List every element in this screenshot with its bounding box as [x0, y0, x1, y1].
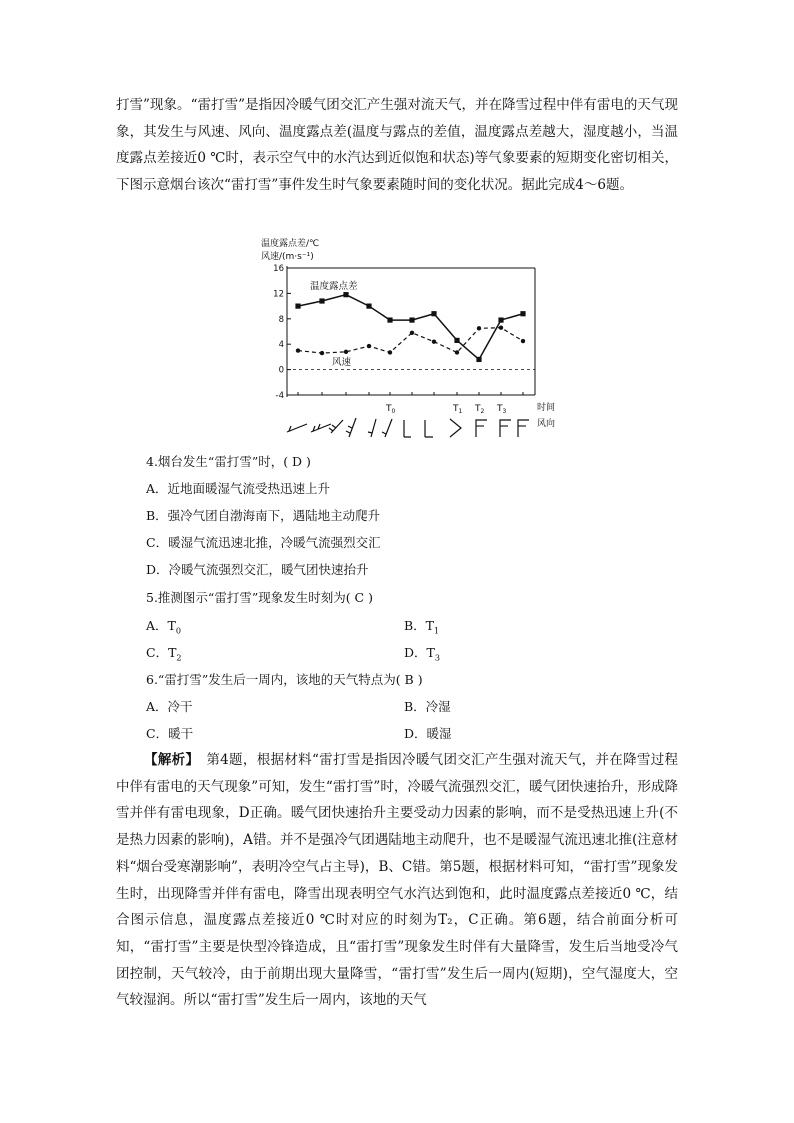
intro-paragraph: 打雪”现象。“雷打雪”是指因冷暖气团交汇产生强对流天气，并在降雪过程中伴有雷电的天气现象，其发生与风速、风向、温度露点差(温度与露点的差值，温度露点差越大，湿度越小，当温度露点差接近0 ℃时，表示空气中的水汽达到近似饱和状态)等气象要素的短期变化密切相关，下图示意烟台该次“雷打雪”事件发生时气象要素随时间的变化状况。据此完成4～6题。	[116, 97, 678, 194]
y-tick-label: 0	[278, 365, 284, 376]
y-axis-title-wind: 风速/(m·s⁻¹)	[261, 252, 314, 262]
wind-direction-label: 风向	[537, 419, 556, 429]
wind-barb-icon	[329, 420, 343, 433]
question-6-option-c: C．暖干	[146, 726, 194, 741]
analysis-tag: 【解析】	[144, 752, 193, 768]
wind-speed-point	[521, 339, 525, 343]
wind-speed-point	[296, 348, 300, 352]
time-axis-label: 时间	[537, 403, 556, 413]
wind-speed-label: 风速	[332, 357, 352, 368]
question-4-stem: 4.烟台发生“雷打雪”时，( D )	[146, 454, 311, 469]
y-axis-title-temperature: 温度露点差/℃	[261, 239, 320, 249]
question-5-option-b: B．$T_1$	[404, 618, 440, 636]
temp-dewpoint-point	[409, 317, 414, 322]
wind-barb-icon	[382, 419, 392, 437]
time-label-t0: $T_0$	[386, 404, 396, 415]
y-tick-label: 12	[273, 289, 284, 300]
wind-barb-icon	[346, 418, 356, 437]
wind-speed-point	[499, 325, 503, 329]
wind-barb-icon	[368, 419, 376, 437]
question-5-option-a: A．$T_0$	[146, 618, 182, 636]
wind-speed-point	[432, 339, 436, 343]
temp-dewpoint-point	[343, 292, 348, 297]
time-label-t1: $T_1$	[453, 404, 463, 415]
wind-speed-point	[367, 344, 371, 348]
wind-barb-icon	[476, 420, 487, 437]
wind-barb-icon	[500, 420, 511, 437]
temp-dewpoint-line	[298, 295, 523, 360]
analysis-text: 第4题，根据材料“雷打雪是指因冷暖气团交汇产生强对流天气，并在降雪过程中伴有雷电的天气现象”可知，发生“雷打雪”时，冷暖气流强烈交汇，暖气团快速抬升，形成降雪并伴有雷电现象，D正确。暖气团快速抬升主要受动力因素的影响，而不是受热迅速上升(不是热力因素的影响)，A错。并不是强冷气团遇陆地主动爬升，也不是暖湿气流迅速北推(注意材料“烟台受寒潮影响”，表明冷空气占主导)，B、C错。第5题，根据材料可知，“雷打雪”现象发生时，出现降雪并伴有雷电，降雪出现表明空气水汽达到饱和，此时温度露点差接近0 ℃，结合图示信息，温度露点差接近0 ℃时对应的时刻为T₂，C正确。第6题，结合前面分析可知，“雷打雪”主要是快型冷锋造成，且“雷打雪”现象发生时伴有大量降雪，发生后当地受冷气团控制，天气较冷，由于前期出现大量降雪，“雷打雪”发生后一周内(短期)，空气湿度大，空气较湿润。所以“雷打雪”发生后一周内，该地的天气	[116, 752, 679, 1009]
wind-barb-icon	[287, 424, 307, 432]
wind-speed-point	[410, 331, 414, 335]
question-6-stem: 6.“雷打雪”发生后一周内，该地的天气特点为( B )	[146, 672, 423, 687]
temp-dewpoint-point	[366, 304, 371, 309]
temp-dewpoint-point	[476, 357, 481, 362]
question-5-option-d: D．$T_3$	[404, 645, 441, 663]
wind-speed-point	[455, 350, 459, 354]
temp-dewpoint-point	[431, 311, 436, 316]
y-tick-label: -4	[275, 391, 284, 401]
wind-barb-icon	[425, 420, 433, 437]
time-label-t3: $T_3$	[497, 404, 507, 415]
temp-dewpoint-point	[498, 317, 503, 322]
question-6-option-b: B．冷湿	[404, 699, 451, 714]
question-4-option-b: B．强冷气团自渤海南下，遇陆地主动爬升	[146, 508, 381, 523]
wind-speed-point	[388, 350, 392, 354]
time-label-t2: $T_2$	[475, 404, 485, 415]
temp-dewpoint-label: 温度露点差	[310, 281, 358, 292]
question-6-option-a: A．冷干	[146, 699, 193, 714]
wind-speed-point	[320, 351, 324, 355]
wind-speed-point	[344, 350, 348, 354]
temp-dewpoint-point	[295, 304, 300, 309]
y-tick-label: 4	[278, 340, 284, 351]
temp-dewpoint-point	[387, 317, 392, 322]
question-6-option-d: D．暖湿	[404, 726, 452, 741]
temp-dewpoint-point	[454, 338, 459, 343]
y-tick-label: 16	[273, 264, 284, 274]
question-4-option-d: D．冷暖气流强烈交汇，暖气团快速抬升	[146, 562, 369, 577]
wind-barb-icon	[311, 424, 331, 432]
wind-barb-icon	[404, 420, 411, 437]
temp-dewpoint-point	[319, 298, 324, 303]
wind-barb-icon	[518, 420, 529, 437]
y-tick-label: 8	[278, 314, 284, 325]
wind-speed-point	[477, 326, 481, 330]
analysis-paragraph	[116, 747, 678, 1014]
question-4-option-c: C．暖湿气流迅速北推，冷暖气流强烈交汇	[146, 535, 381, 550]
temp-dewpoint-point	[520, 311, 525, 316]
question-4-option-a: A．近地面暖湿气流受热迅速上升	[146, 481, 331, 496]
question-5-stem: 5.推测图示“雷打雪”现象发生时刻为( C )	[146, 590, 373, 605]
wind-speed-line	[298, 328, 523, 353]
wind-barb-icon	[450, 419, 461, 437]
question-5-option-c: C．$T_2$	[146, 645, 182, 663]
